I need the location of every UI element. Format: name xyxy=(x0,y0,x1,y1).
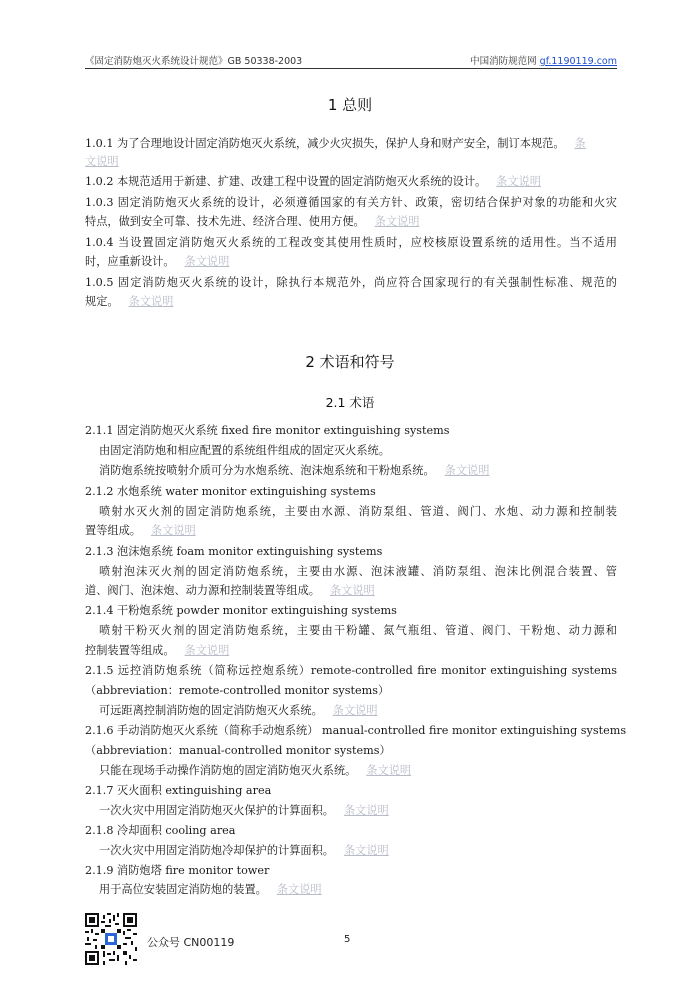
term-2-1-8-text1: 一次火灾中用固定消防炮冷却保护的计算面积。 条文说明 xyxy=(99,844,389,857)
term-2-1-3-note-link[interactable]: 条文说明 xyxy=(329,584,375,597)
header-document-title: 《固定消防炮灭火系统设计规范》GB 50338-2003 xyxy=(85,56,303,67)
term-2-1-3-head: 2.1.3 泡沫炮系统 foam monitor extinguishing systems xyxy=(85,545,383,558)
term-2-1-1-text1: 由固定消防炮和相应配置的系统组件组成的固定灭火系统。 xyxy=(99,444,390,457)
header-site xyxy=(470,53,617,67)
term-2-1-9-note-link[interactable]: 条文说明 xyxy=(276,883,322,896)
term-2-1-1-head: 2.1.1 固定消防炮灭火系统 fixed fire monitor extinguishing systems xyxy=(85,424,450,437)
term-2-1-5-text1: 可远距离控制消防炮的固定消防炮灭火系统。 条文说明 xyxy=(99,704,378,717)
clause-1-0-4-line2: 时，应重新设计。 条文说明 xyxy=(85,255,230,268)
clause-1-0-5-note-link[interactable]: 条文说明 xyxy=(128,295,174,308)
term-2-1-5-note-link[interactable]: 条文说明 xyxy=(332,704,378,717)
term-2-1-3-text2: 道、阀门、泡沫炮、动力源和控制装置等组成。 条文说明 xyxy=(85,584,375,597)
term-2-1-8-note-link[interactable]: 条文说明 xyxy=(343,844,389,857)
term-2-1-9-head: 2.1.9 消防炮塔 fire monitor tower xyxy=(85,864,270,877)
footer-account: 公众号 CN00119 xyxy=(147,936,235,949)
term-2-1-6-head2: （abbreviation：manual-controlled monitor systems） xyxy=(85,744,391,757)
term-2-1-2-text2: 置等组成。 条文说明 xyxy=(85,524,196,537)
term-2-1-4-note-link[interactable]: 条文说明 xyxy=(184,644,230,657)
page-number: 5 xyxy=(344,934,351,945)
term-2-1-5-head: 2.1.5 远控消防炮系统（简称远控炮系统）remote-controlled fire monitor extinguishing systems xyxy=(85,664,617,677)
term-2-1-1-text2: 消防炮系统按喷射介质可分为水炮系统、泡沫炮系统和干粉炮系统。 条文说明 xyxy=(99,464,490,477)
term-2-1-4-text2: 控制装置等组成。 条文说明 xyxy=(85,644,230,657)
term-2-1-7-head: 2.1.7 灭火面积 extinguishing area xyxy=(85,784,272,797)
clause-1-0-5-line2: 规定。 条文说明 xyxy=(85,295,174,308)
clause-1-0-5-line1: 1.0.5 固定消防炮灭火系统的设计，除执行本规范外，尚应符合国家现行的有关强制性标准、规范的 xyxy=(85,276,617,289)
term-2-1-2-text1: 喷射水灭火剂的固定消防炮系统，主要由水源、消防泵组、管道、阀门、水炮、动力源和控制装 xyxy=(99,505,617,518)
term-2-1-2-note-link[interactable]: 条文说明 xyxy=(150,524,196,537)
term-2-1-6-text1: 只能在现场手动操作消防炮的固定消防炮灭火系统。 条文说明 xyxy=(99,764,412,777)
page-header xyxy=(85,52,617,69)
clause-1-0-2: 1.0.2 本规范适用于新建、扩建、改建工程中设置的固定消防炮灭火系统的设计。 条文说明 xyxy=(85,175,541,188)
clause-1-0-4-note-link[interactable]: 条文说明 xyxy=(184,255,230,268)
section-2-1-title: 2.1 术语 xyxy=(325,395,375,410)
clause-1-0-3-line2: 特点，做到安全可靠、技术先进、经济合理、使用方便。 条文说明 xyxy=(85,215,420,228)
clause-1-0-4-line1: 1.0.4 当设置固定消防炮灭火系统的工程改变其使用性质时，应校核原设置系统的适用性。当不适用 xyxy=(85,236,617,249)
clause-1-0-2-note-link[interactable]: 条文说明 xyxy=(496,175,541,188)
term-2-1-6-head: 2.1.6 手动消防炮灭火系统（简称手动炮系统） manual-controlled fire monitor extinguishing systems xyxy=(85,724,627,737)
term-2-1-3-text1: 喷射泡沫灭火剂的固定消防炮系统，主要由水源、泡沫液罐、消防泵组、泡沫比例混合装置、管 xyxy=(99,565,617,578)
clause-1-0-3-line1: 1.0.3 固定消防炮灭火系统的设计，必须遵循国家的有关方针、政策，密切结合保护对象的功能和火灾 xyxy=(85,196,617,209)
term-2-1-2-head: 2.1.2 水炮系统 water monitor extinguishing systems xyxy=(85,485,376,498)
term-2-1-1-note-link[interactable]: 条文说明 xyxy=(444,464,490,477)
clause-1-0-1-line1: 1.0.1 为了合理地设计固定消防炮灭火系统，减少火灾损失，保护人身和财产安全，制订本规范。 条 xyxy=(85,137,586,150)
term-2-1-7-note-link[interactable]: 条文说明 xyxy=(343,804,389,817)
term-2-1-8-head: 2.1.8 冷却面积 cooling area xyxy=(85,824,236,837)
clause-1-0-1-line2 xyxy=(85,155,617,169)
chapter-2-title: 2 术语和符号 xyxy=(305,353,395,371)
chapter-1-title: 1 总则 xyxy=(327,96,373,114)
term-2-1-5-head2: （abbreviation：remote-controlled monitor systems） xyxy=(85,684,390,697)
clause-1-0-3-note-link[interactable]: 条文说明 xyxy=(374,215,420,228)
header-site-link[interactable]: gf.1190119.com xyxy=(539,56,617,67)
term-2-1-7-text1: 一次火灾中用固定消防炮灭火保护的计算面积。 条文说明 xyxy=(99,804,389,817)
clause-1-0-1-note-link-a[interactable]: 条 xyxy=(574,137,586,150)
term-2-1-4-head: 2.1.4 干粉炮系统 powder monitor extinguishing systems xyxy=(85,604,397,617)
qr-code-icon xyxy=(85,913,137,965)
term-2-1-6-note-link[interactable]: 条文说明 xyxy=(366,764,412,777)
term-2-1-9-text1: 用于高位安装固定消防炮的装置。 条文说明 xyxy=(99,883,322,896)
clause-1-0-1-note-link-b[interactable]: 文说明 xyxy=(85,155,119,168)
term-2-1-4-text1: 喷射干粉灭火剂的固定消防炮系统，主要由干粉罐、氮气瓶组、管道、阀门、干粉炮、动力源和 xyxy=(99,624,617,637)
header-site-name: 中国消防规范网 xyxy=(470,56,537,67)
